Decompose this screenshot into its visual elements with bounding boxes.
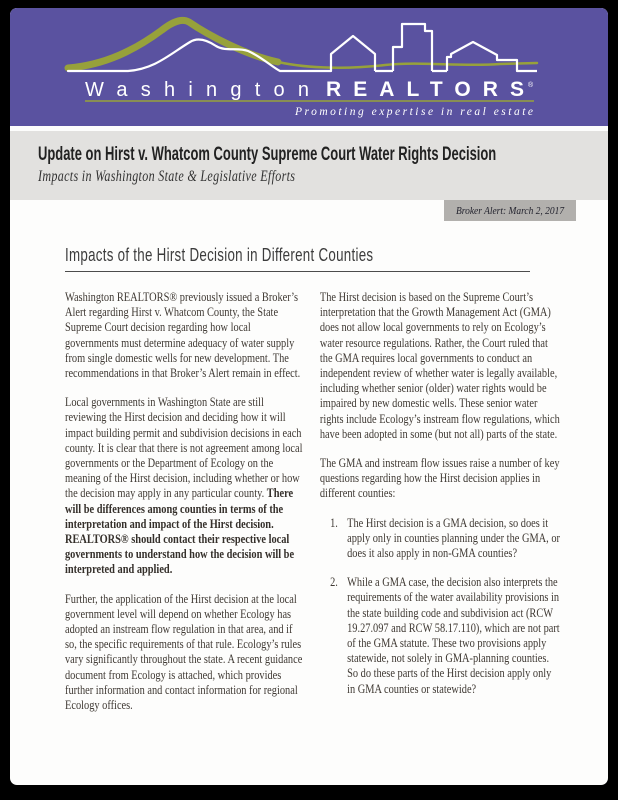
list-item-text: While a GMA case, the decision also interprets the requirements of the water availability provisions in the state building code and subdivision act (RCW 19.27.097 and RCW 58.17.110), which are not part of the GMA statute. These two provisions apply statewide, not solely in GMA-planning counties. So do these parts of the Hirst decision apply only in GMA counties or statewide?: [347, 575, 560, 696]
broker-alert-badge: [444, 200, 576, 221]
paragraph: The GMA and instream flow issues raise a number of key questions regarding how the Hirst decision applies in different counties:: [319, 456, 560, 501]
paragraph-normal-text: Local governments in Washington State are still reviewing the Hirst decision and deciding how it will impact building permit and subdivision decisions in each county. It is clear that there is not agreement among local governments or the Department of Ecology on the meaning of the Hirst decision, including whether or how the decision may apply in any particular county.: [65, 395, 303, 501]
paragraph: Further, the application of the Hirst decision at the local government level will depend on whether Ecology has adopted an instream flow regulation in that area, and if so, the specific requirements of that rule. Ecology’s rules vary significantly throughout the state. A recent guidance document from Ecology is attached, which provides further information and contact information for regional Ecology offices.: [65, 591, 303, 713]
paragraph: [65, 395, 305, 577]
broker-alert-badge-text: Broker Alert: March 2, 2017: [455, 206, 564, 217]
mountain-skyline-icon: [68, 20, 537, 71]
brand-washington-text: Washington: [85, 79, 309, 101]
list-item-number: 1.: [330, 515, 338, 530]
brand-realtors-text: REALTORS: [326, 78, 524, 101]
paragraph: The Hirst decision is based on the Supreme Court’s interpretation that the Growth Management Act (GMA) does not allow local governments to rely on Ecology’s water resource regulations. Rather, the Court ruled that the GMA requires local governments to conduct an independent review of whether water is legally available, including whether senior (older) water rights would be impaired by new domestic wells. These senior water rights include Ecology’s instream flow regulations, which have been adopted in some (but not all) parts of the state.: [319, 290, 560, 441]
brand-banner: [10, 8, 608, 126]
page-title: Update on Hirst v. Whatcom County Supreme Court Water Rights Decision: [38, 143, 497, 165]
list-item-number: 2.: [330, 575, 338, 590]
two-column-body: [65, 290, 560, 727]
washington-realtors-logo: [10, 8, 608, 126]
left-column: [65, 290, 305, 727]
paragraph-bold-text: There will be differences among counties in terms of the interpretation and impact of the Hirst decision. REALTORS® should contact their respective local governments to understand how the decision will be interpreted and applied.: [65, 486, 295, 577]
right-column: [320, 290, 560, 727]
list-item: [330, 575, 560, 697]
newsletter-page: [10, 8, 608, 785]
paragraph: Washington REALTORS® previously issued a Broker’s Alert regarding Hirst v. Whatcom County, the State Supreme Court decision regarding how local governments must determine adequacy of water supply from single domestic wells for new development. The recommendations in that Broker’s Alert remain in effect.: [65, 290, 301, 381]
brand-tagline-text: Promoting expertise in real estate: [295, 106, 533, 118]
heading-rule: [65, 271, 530, 272]
section-heading: Impacts of the Hirst Decision in Different Counties: [65, 244, 374, 265]
badge-row: [10, 200, 608, 218]
list-item: [330, 516, 560, 562]
article: [10, 244, 608, 727]
masthead: [10, 131, 608, 200]
registered-mark: ®: [528, 82, 534, 89]
list-item-text: The Hirst decision is a GMA decision, so does it apply only in counties planning under the GMA, or does it also apply in non-GMA counties?: [347, 515, 560, 561]
page-subtitle: Impacts in Washington State & Legislative Efforts: [38, 168, 296, 185]
